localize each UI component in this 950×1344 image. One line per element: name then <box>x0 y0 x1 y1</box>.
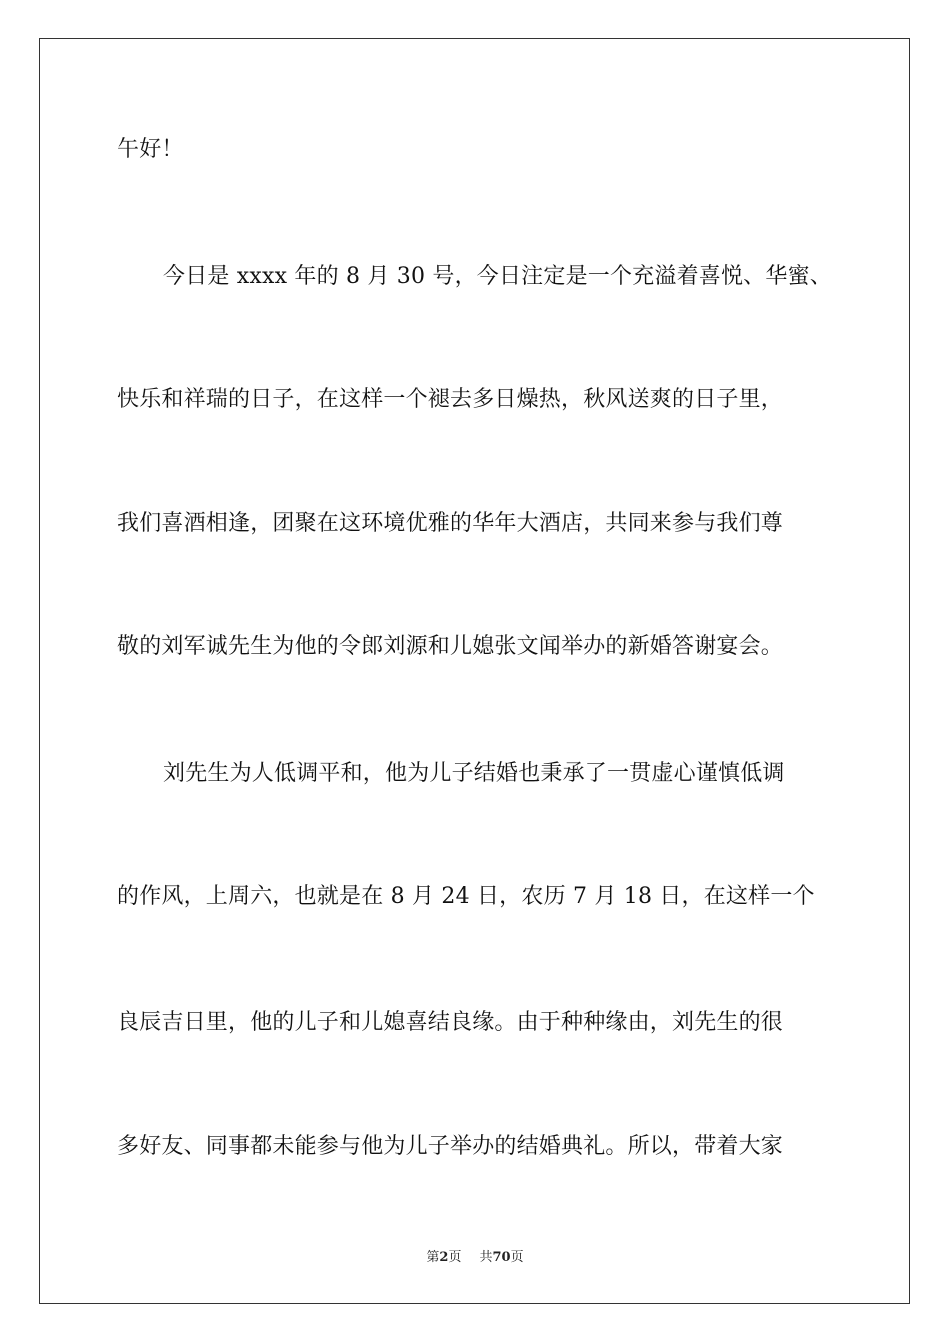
text-line-4: 我们喜酒相逢，团聚在这环境优雅的华年大酒店，共同来参与我们尊 <box>117 511 784 536</box>
page-suffix: 页 <box>448 1250 462 1265</box>
text-line-6: 刘先生为人低调平和，他为儿子结婚也秉承了一贯虚心谨慎低调 <box>163 761 785 786</box>
text-line-2: 今日是 xxxx 年的 8 月 30 号，今日注定是一个充溢着喜悦、华蜜、 <box>163 264 832 289</box>
page-footer <box>0 1246 950 1265</box>
text-line-9: 多好友、同事都未能参与他为儿子举办的结婚典礼。所以，带着大家 <box>117 1134 784 1159</box>
text-line-7: 的作风，上周六，也就是在 8 月 24 日，农历 7 月 18 日，在这样一个 <box>117 884 815 909</box>
text-line-5: 敬的刘军诚先生为他的令郎刘源和儿媳张文闻举办的新婚答谢宴会。 <box>117 634 784 659</box>
text-line-8: 良辰吉日里，他的儿子和儿媳喜结良缘。由于种种缘由，刘先生的很 <box>117 1010 784 1035</box>
page-border <box>39 38 910 1304</box>
text-line-3: 快乐和祥瑞的日子，在这样一个褪去多日燥热，秋风送爽的日子里， <box>117 387 784 412</box>
page-number: 2 <box>439 1250 449 1265</box>
text-line-1: 午好！ <box>117 137 184 162</box>
total-pages: 70 <box>492 1250 511 1265</box>
total-suffix: 页 <box>510 1250 524 1265</box>
page-prefix: 第 <box>426 1250 440 1265</box>
total-prefix: 共 <box>479 1250 493 1265</box>
